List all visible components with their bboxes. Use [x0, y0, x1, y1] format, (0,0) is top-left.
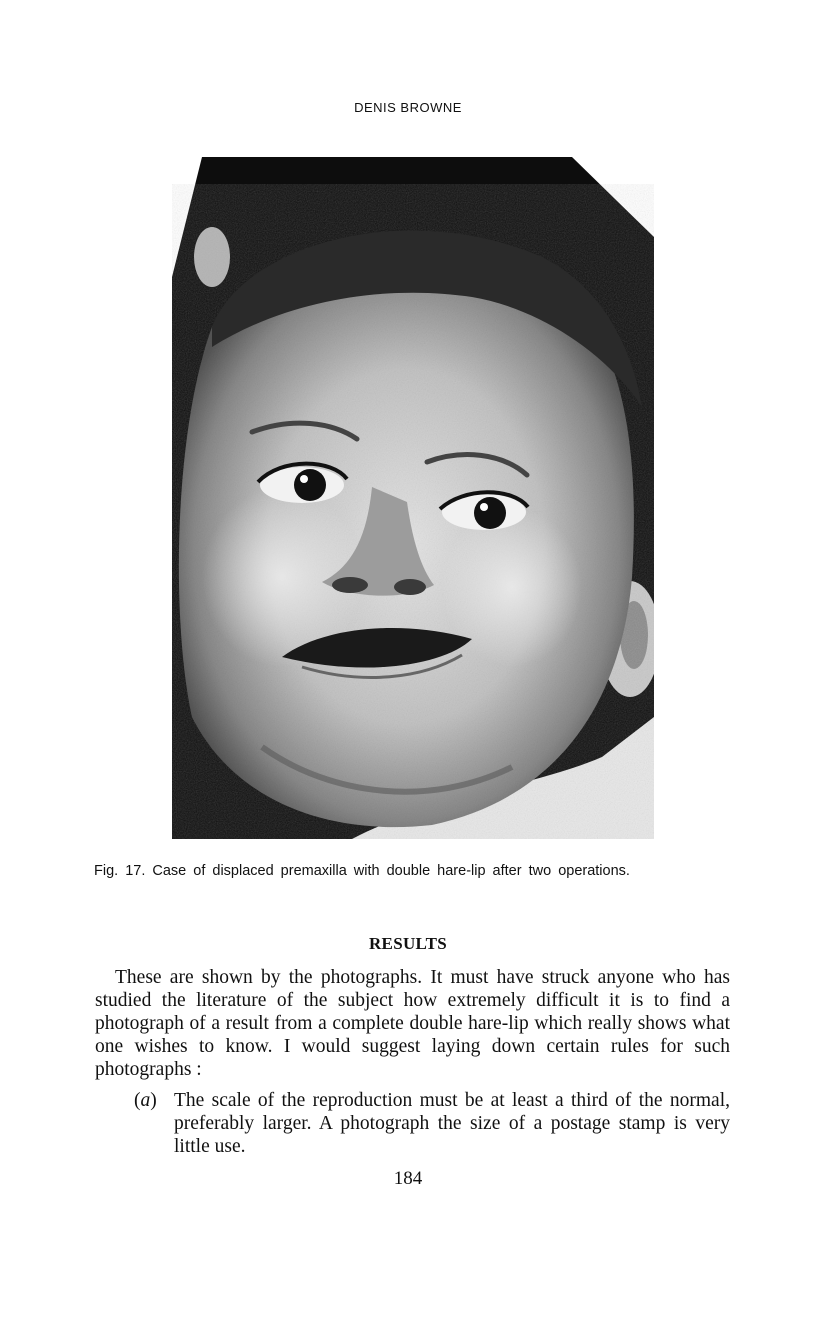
- list-marker-letter: a: [140, 1090, 151, 1111]
- figure-photograph: [172, 157, 654, 839]
- list-marker: [134, 1089, 174, 1112]
- list-item-text: The scale of the reproduction must be at least a third of the normal, preferably larger. A photograph the size of a postage stamp is very little use.: [174, 1090, 730, 1157]
- figure-caption: Fig. 17. Case of displaced premaxilla with double hare-lip after two operations.: [94, 863, 630, 879]
- list-marker-open: (: [134, 1090, 141, 1111]
- section-heading: RESULTS: [368, 934, 448, 953]
- running-head: DENIS BROWNE: [354, 100, 462, 115]
- list-item: [134, 1089, 730, 1158]
- page-number: 184: [393, 1168, 423, 1189]
- body-paragraph: These are shown by the photographs. It must have struck anyone who has studied the literature of the subject how extremely difficult it is to find a photograph of a result from a complete double hare-lip which really shows what one wishes to know. I would suggest laying down certain rules for such photographs :: [95, 967, 730, 1080]
- list-marker-close: ): [150, 1090, 157, 1111]
